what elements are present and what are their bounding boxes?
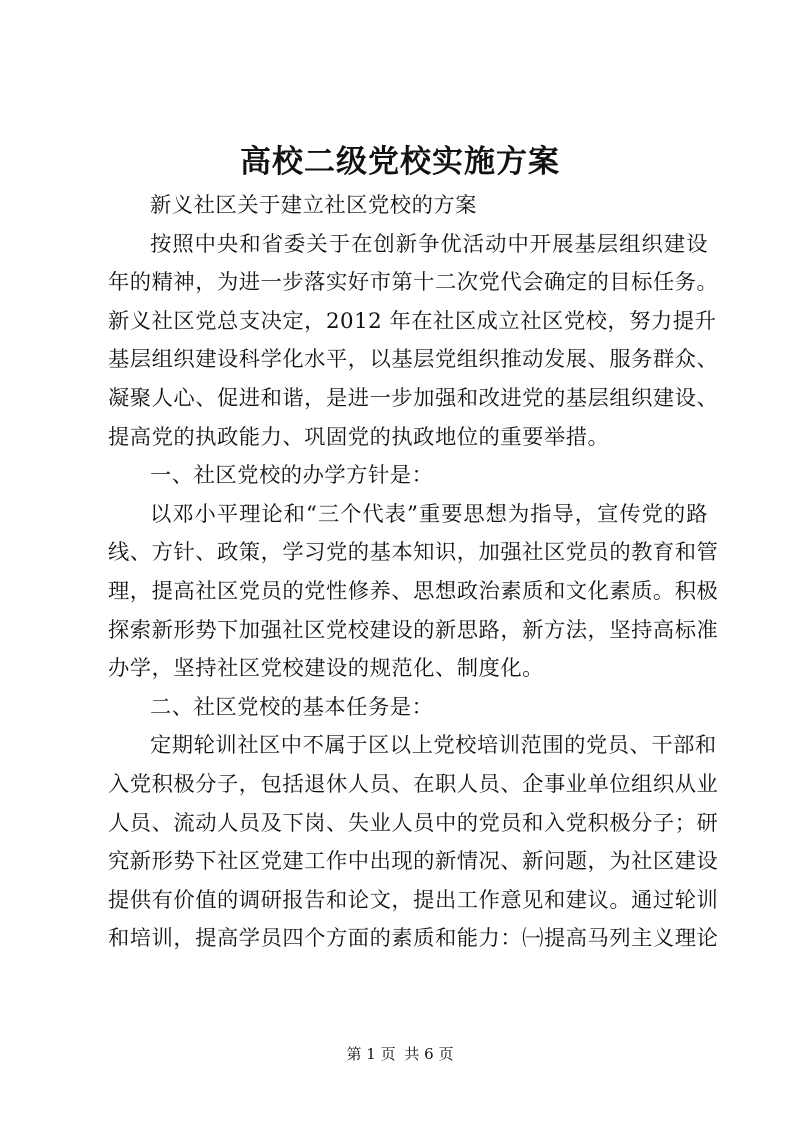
page-footer: [0, 1043, 800, 1065]
paragraph-line: 年的精神，为进一步落实好市第十二次党代会确定的目标任务。: [108, 270, 719, 296]
page-number: 第 1 页: [346, 1045, 396, 1063]
paragraph-line: 人员、流动人员及下岗、失业人员中的党员和入党积极分子；研: [108, 810, 719, 836]
page-total: 共 6 页: [404, 1045, 454, 1063]
paragraph-line: 和培训，提高学员四个方面的素质和能力：㈠提高马列主义理论: [108, 926, 719, 952]
paragraph-line: 线、方针、政策，学习党的基本知识，加强社区党员的教育和管: [108, 540, 719, 566]
paragraph-line: 定期轮训社区中不属于区以上党校培训范围的党员、干部和: [150, 733, 717, 759]
paragraph-line: 凝聚人心、促进和谐，是进一步加强和改进党的基层组织建设、: [108, 385, 719, 411]
paragraph-line: 探索新形势下加强社区党校建设的新思路，新方法，坚持高标准: [108, 617, 719, 643]
paragraph-line: 新义社区党总支决定，2012 年在社区成立社区党校，努力提升: [108, 308, 717, 334]
section-heading-2: 二、社区党校的基本任务是：: [150, 694, 434, 720]
paragraph-line: 理，提高社区党员的党性修养、思想政治素质和文化素质。积极: [108, 578, 719, 604]
paragraph-line: 办学，坚持社区党校建设的规范化、制度化。: [108, 656, 544, 682]
paragraph-subtitle-line: 新义社区关于建立社区党校的方案: [150, 193, 477, 218]
document-title: 高校二级党校实施方案: [240, 144, 560, 180]
paragraph-line: 基层组织建设科学化水平，以基层党组织推动发展、服务群众、: [108, 347, 719, 373]
paragraph-line: 提供有价值的调研报告和论文，提出工作意见和建议。通过轮训: [108, 887, 719, 913]
section-heading-1: 一、社区党校的办学方针是：: [150, 463, 434, 489]
paragraph-line: 按照中央和省委关于在创新争优活动中开展基层组织建设: [150, 231, 708, 257]
paragraph-line: 以邓小平理论和“三个代表”重要思想为指导，宣传党的路: [150, 501, 708, 527]
document-body: [108, 187, 719, 959]
paragraph-line: 究新形势下社区党建工作中出现的新情况、新问题，为社区建设: [108, 849, 719, 875]
paragraph-line: 入党积极分子，包括退休人员、在职人员、企事业单位组织从业: [108, 771, 719, 797]
paragraph-line: 提高党的执政能力、巩固党的执政地位的重要举措。: [108, 424, 610, 450]
